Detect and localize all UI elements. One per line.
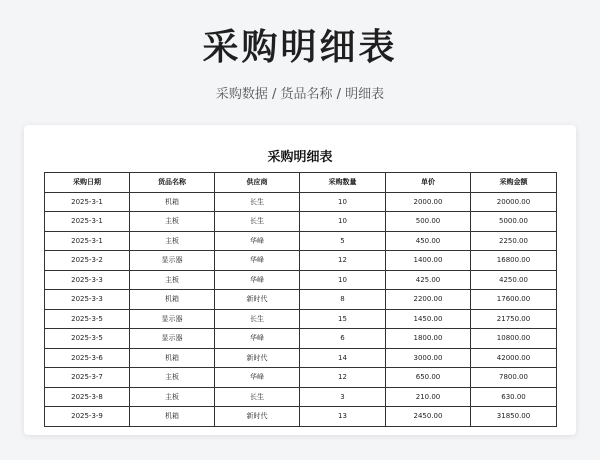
table-row xyxy=(45,387,557,407)
cell-amount: 16800.00 xyxy=(471,251,557,271)
cell-vendor: 长生 xyxy=(215,192,300,212)
cell-quantity: 6 xyxy=(300,329,386,349)
cell-vendor: 新时代 xyxy=(215,407,300,427)
cell-unit-price: 500.00 xyxy=(386,212,471,232)
cell-date: 2025-3-1 xyxy=(45,192,130,212)
cell-quantity: 3 xyxy=(300,387,386,407)
cell-unit-price: 450.00 xyxy=(386,231,471,251)
cell-vendor: 新时代 xyxy=(215,348,300,368)
cell-quantity: 15 xyxy=(300,309,386,329)
table-row xyxy=(45,192,557,212)
cell-amount: 7800.00 xyxy=(471,368,557,388)
cell-quantity: 10 xyxy=(300,212,386,232)
cell-unit-price: 3000.00 xyxy=(386,348,471,368)
cell-unit-price: 2200.00 xyxy=(386,290,471,310)
cell-amount: 2250.00 xyxy=(471,231,557,251)
table-row xyxy=(45,368,557,388)
cell-date: 2025-3-3 xyxy=(45,270,130,290)
cell-amount: 17600.00 xyxy=(471,290,557,310)
table-header-row xyxy=(45,173,557,193)
cell-item: 主板 xyxy=(130,212,215,232)
cell-quantity: 12 xyxy=(300,251,386,271)
table-row xyxy=(45,309,557,329)
cell-quantity: 14 xyxy=(300,348,386,368)
cell-date: 2025-3-1 xyxy=(45,231,130,251)
cell-date: 2025-3-7 xyxy=(45,368,130,388)
table-row xyxy=(45,348,557,368)
cell-item: 机箱 xyxy=(130,407,215,427)
cell-item: 机箱 xyxy=(130,192,215,212)
cell-vendor: 华峰 xyxy=(215,329,300,349)
cell-item: 机箱 xyxy=(130,348,215,368)
cell-vendor: 长生 xyxy=(215,309,300,329)
cell-item: 主板 xyxy=(130,231,215,251)
cell-vendor: 华峰 xyxy=(215,231,300,251)
column-header-date: 采购日期 xyxy=(45,173,130,193)
cell-date: 2025-3-1 xyxy=(45,212,130,232)
cell-quantity: 13 xyxy=(300,407,386,427)
column-header-vendor: 供应商 xyxy=(215,173,300,193)
sheet-card xyxy=(24,125,576,435)
cell-item: 主板 xyxy=(130,387,215,407)
cell-vendor: 华峰 xyxy=(215,251,300,271)
cell-vendor: 新时代 xyxy=(215,290,300,310)
cell-amount: 5000.00 xyxy=(471,212,557,232)
cell-date: 2025-3-6 xyxy=(45,348,130,368)
cell-item: 显示器 xyxy=(130,309,215,329)
cell-item: 显示器 xyxy=(130,329,215,349)
cell-item: 主板 xyxy=(130,270,215,290)
cell-date: 2025-3-9 xyxy=(45,407,130,427)
cell-quantity: 8 xyxy=(300,290,386,310)
cell-date: 2025-3-5 xyxy=(45,309,130,329)
column-header-item: 货品名称 xyxy=(130,173,215,193)
cell-amount: 10800.00 xyxy=(471,329,557,349)
table-row xyxy=(45,212,557,232)
cell-amount: 21750.00 xyxy=(471,309,557,329)
cell-quantity: 10 xyxy=(300,270,386,290)
cell-item: 主板 xyxy=(130,368,215,388)
table-row xyxy=(45,270,557,290)
column-header-amount: 采购金额 xyxy=(471,173,557,193)
column-header-quantity: 采购数量 xyxy=(300,173,386,193)
cell-date: 2025-3-2 xyxy=(45,251,130,271)
table-row xyxy=(45,290,557,310)
cell-unit-price: 2450.00 xyxy=(386,407,471,427)
page-subtitle: 采购数据 / 货品名称 / 明细表 xyxy=(215,87,385,102)
table-row xyxy=(45,407,557,427)
cell-unit-price: 425.00 xyxy=(386,270,471,290)
cell-item: 显示器 xyxy=(130,251,215,271)
cell-vendor: 长生 xyxy=(215,387,300,407)
cell-unit-price: 1400.00 xyxy=(386,251,471,271)
cell-vendor: 华峰 xyxy=(215,368,300,388)
cell-date: 2025-3-3 xyxy=(45,290,130,310)
cell-amount: 4250.00 xyxy=(471,270,557,290)
cell-unit-price: 1800.00 xyxy=(386,329,471,349)
sheet-title: 采购明细表 xyxy=(267,150,333,165)
cell-unit-price: 2000.00 xyxy=(386,192,471,212)
table-row xyxy=(45,329,557,349)
cell-vendor: 长生 xyxy=(215,212,300,232)
cell-vendor: 华峰 xyxy=(215,270,300,290)
cell-unit-price: 650.00 xyxy=(386,368,471,388)
cell-quantity: 10 xyxy=(300,192,386,212)
column-header-unit-price: 单价 xyxy=(386,173,471,193)
cell-unit-price: 210.00 xyxy=(386,387,471,407)
table-body xyxy=(45,192,557,426)
cell-amount: 630.00 xyxy=(471,387,557,407)
cell-date: 2025-3-5 xyxy=(45,329,130,349)
table-row xyxy=(45,231,557,251)
table-row xyxy=(45,251,557,271)
cell-item: 机箱 xyxy=(130,290,215,310)
cell-unit-price: 1450.00 xyxy=(386,309,471,329)
cell-amount: 42000.00 xyxy=(471,348,557,368)
cell-quantity: 5 xyxy=(300,231,386,251)
purchase-table xyxy=(44,172,557,427)
cell-date: 2025-3-8 xyxy=(45,387,130,407)
cell-amount: 20000.00 xyxy=(471,192,557,212)
cell-amount: 31850.00 xyxy=(471,407,557,427)
cell-quantity: 12 xyxy=(300,368,386,388)
page-title: 采购明细表 xyxy=(202,27,398,68)
